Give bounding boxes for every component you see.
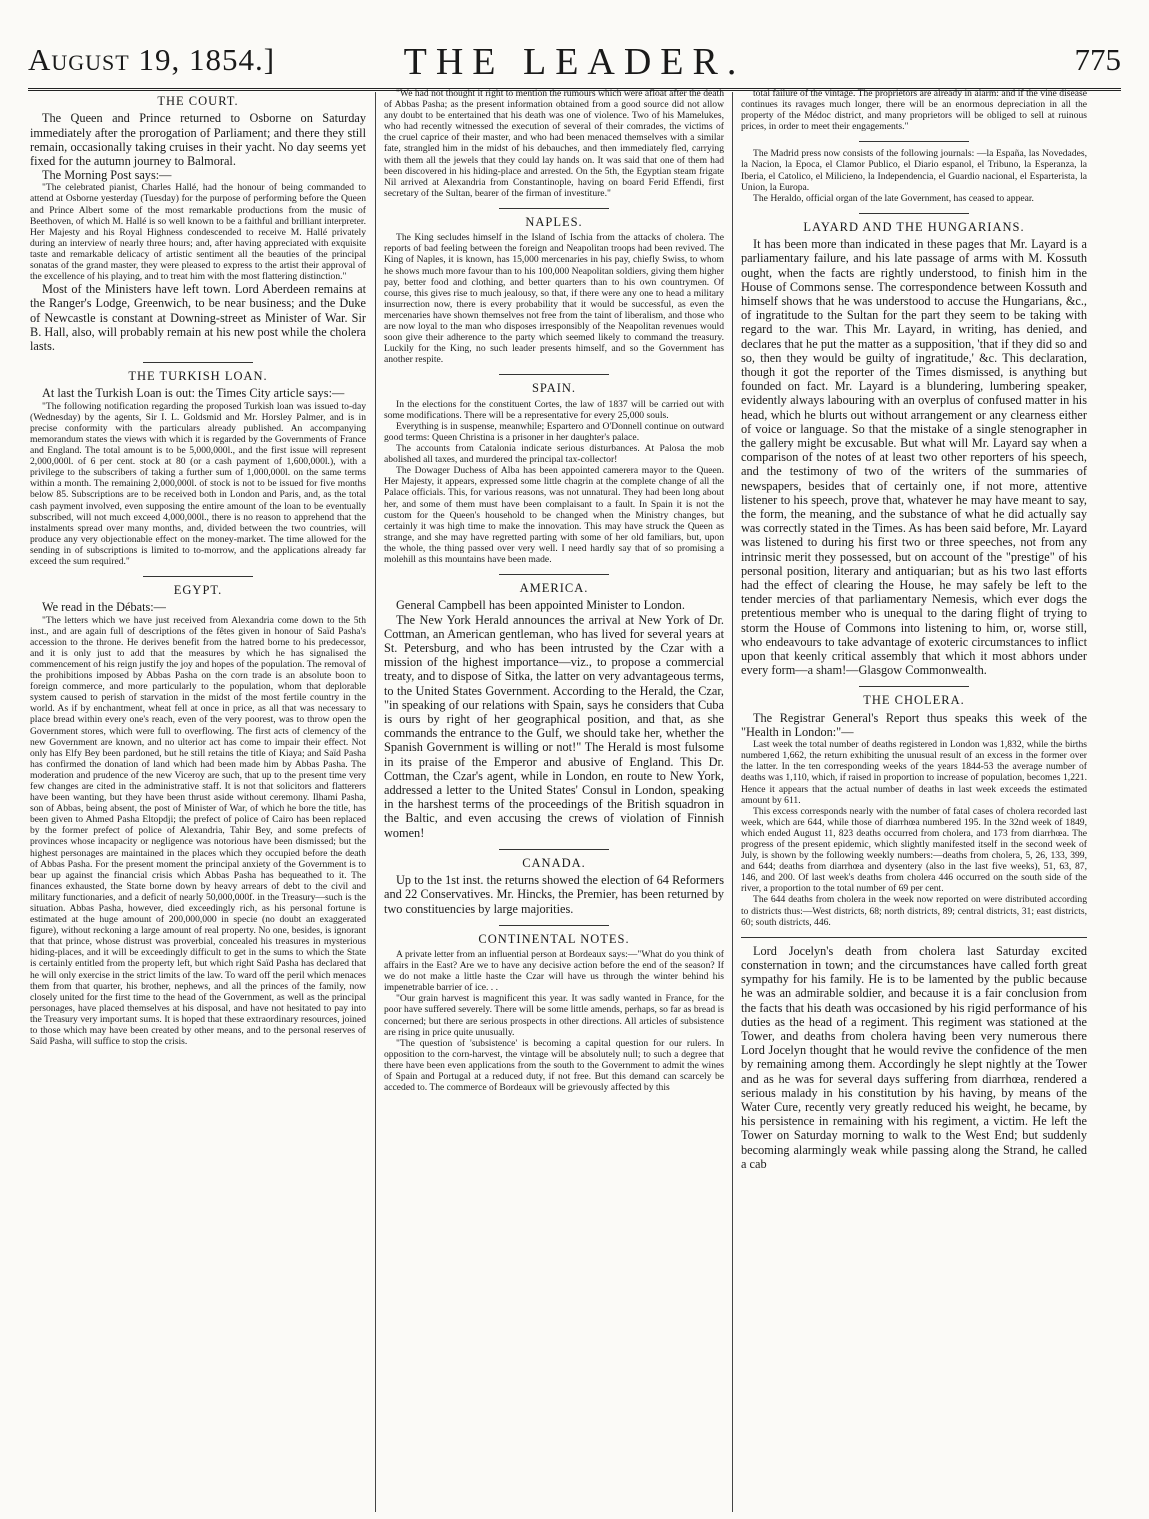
column-divider <box>732 92 733 1512</box>
column-2 <box>384 88 724 1516</box>
article-paragraph: The Morning Post says:— <box>42 168 172 183</box>
section-heading-canada: CANADA. <box>522 855 586 870</box>
quoted-paragraph: "The letters which we have just received from Alexandria come down to the 5th inst., and are again full of descriptions of the fêtes given in honour of Saïd Pasha's accession to the throne. He derives benefit from the hatred borne to his predecessor, and it is only just to add that the measures by which he has signalised the commencement of his reign justify the joy and hopes of the population. The removal of the prohibitions imposed by Abbas Pasha on the corn trade is an absolute boon to foreign commerce, and more particularly to the population, whom that deplorable system caused to perish of starvation in the midst of the most fertile country in the world. As if by enchantment, wheat fell at once in price, as all that was necessary to place bread within every one's reach, even of the very poorest, was to throw open the Government stores, which were full to overflowing. The first acts of clemency of the new Government are known, and no ulterior act has come to impair their effect. Not only has Elfy Bey been pardoned, but he still retains the title of Kiaya; and Saïd Pasha has confirmed the donation of land which had been made him by Abbas Pasha. The moderation and prudence of the new Viceroy are such, that up to the present time very few changes are cited in the administrative staff. It is not that solicitors and flatterers have been wanting, but they have been thrust aside without ceremony. Ilhami Pasha, son of Abbas, being absent, the post of Minister of War, of which he bore the title, has been given to Ahmed Pasha Eltopdji; the prefect of police of Cairo has been replaced by the former prefect of police of Alexandria, Tahir Bey, and some prefects of provinces whose incapacity or negligence was notorious have been dismissed; but the highest personages are maintained in the places which they occupied before the death of Abbas Pasha. For the present moment the principal anxiety of the Government is to bear up against the financial crisis which Abbas Pasha has bequeathed to it. The finances exhausted, the State borne down by heavy arrears of debt to the civil and military functionaries, and a deficit of nearly 50,000,000f. in the Treasury—such is the situation. Abbas Pasha, however, died exceedingly rich, as his personal fortune is estimated at the huge amount of 200,000,000 in specie (no doubt an exaggerated figure), without reckoning a large amount of real property. No one, besides, is ignorant that that prince, whose distrust was proverbial, concealed his treasures in mysterious hiding-places, and it will be exceedingly difficult to get in the sums to which the State is certainly entitled from the property left, but which right Saïd Pasha has declared that he will only exercise in the strict limits of the law. To ward off the peril which menaces them from that quarter, his brother, nephews, and all the princes of the family, now closely united for the first time to the head of the Government, as well as the principal personages, have placed themselves at his disposal, and have not hesitated to pay into the Treasury very important sums. It is hoped that these extraordinary resources, joined to those which may have been created by other means, and to the personal reserves of Saïd Pasha, will suffice to stop the crisis. <box>30 614 366 1048</box>
article-paragraph: Lord Jocelyn's death from cholera last Saturday excited consternation in town; and the circumstances have called forth great sympathy for his family. He is to be lamented by the public because he was an admirable soldier, and because it is a fair conclusion from the facts that his death was occasioned by his rigid performance of his duties as the head of a regiment. This regiment was stationed at the Tower, and deaths from cholera having been very numerous there Lord Jocelyn thought that he would revive the confidence of the men by remaining among them. Accordingly he slept nightly at the Tower and as he was for several days suffering from diarrhœa, rendered a serious malady in his constitution by his having, by means of the Water Cure, recently very greatly reduced his weight, he became, by his persistence in remaining with his regiment, a victim. He left the Tower on Saturday morning to walk to the West End; but suddenly becoming alarmingly weak while passing along the Strand, he called a cab <box>741 943 1087 1171</box>
article-paragraph: Most of the Ministers have left town. Lord Aberdeen remains at the Ranger's Lodge, Greenwich, to be near business; and the Duke of Newcastle is constant at Downing-street as Minister of War. Sir B. Hall, also, will probably remain at his new post while the cholera lasts. <box>30 282 366 353</box>
section-heading-continental-notes: CONTINENTAL NOTES. <box>478 931 630 946</box>
column-divider <box>375 92 376 1512</box>
article-paragraph: The King secludes himself in the Island of Ischia from the attacks of cholera. The reports of bad feeling between the foreign and Neapolitan troops had been revived. The King of Naples, it is known, has 15,000 mercenaries in his pay, chiefly Swiss, to whom he shows much more favour than to his 100,000 Neapolitan soldiers, giving them higher pay, better food and clothing, and better quarters than to his own countrymen. Of course, this gives rise to much jealousy, so that, if there were any one to head a military insurrection now, there is every probability that it would be successful, as even the mercenaries have shown themselves not free from the taint of liberalism, and those who are now loyal to the man who disposes irresponsibly of the Neapolitan revenues would soon give their adherence to the party which seemed likely to command the treasury. Luckily for the King, no such leader presents himself, and so the Government has another respite. <box>384 232 724 366</box>
section-heading-cholera: THE CHOLERA. <box>863 693 965 708</box>
article-paragraph: A private letter from an influential person at Bordeaux says:—"What do you think of affairs in the East? Are we to have any decisive action before the end of the season? If we do not make a little haste the Czar will have us through the winter behind his impenetrable barrier of ice. . . <box>384 949 724 994</box>
article-paragraph: It has been more than indicated in these pages that Mr. Layard is a parliamentary failure, and his late passage of arms with M. Kossuth ought, when the facts are rightly understood, to finish him in the House of Commons sense. The correspondence between Kossuth and himself shows that he was understood to accuse the Hungarians, &c., of ingratitude to the Sultan for the part they seem to be taking with regard to the war. This Mr. Layard, in writing, has denied, and declares that he put the matter as a supposition, 'that if they did so and so, then they would be guilty of ingratitude,' &c. This declaration, though it got the reporter of the Times dismissed, is anything but founded on fact. Mr. Layard is a blundering, lumbering speaker, evidently always labouring with an overplus of confused matter in his head, which he blurts out without arrangement or any clearness either of voice or language. So that the mistake of a single stenographer in the gallery might be excusable. But what will Mr. Layard say when a comparison of the notes of at least two other reporters of his speech, and the testimony of two of the writers of the summaries of newspapers, besides that of certainly one, if not more, attentive listener to his speech, prove that, whatever he may have meant to say, the form, the meaning, and the substance of what he did actually say was correctly stated in the Times. As has been said before, Mr. Layard was listened to during his first two or three speeches, not from any intrinsic merit they possessed, but on account of the "prestige" of his personal position, literary and antiquarian; but as his two last efforts had the effect of clearing the House, he may safely be left to the tender mercies of that parliamentary Nemesis, which ever dogs the pretentious member who is unequal to the daring flight of trying to storm the House of Commons into listening to him, or, worse still, who endeavours to take advantage of exoteric circumstances to inflict upon that keenly critical assembly that which it most abhors under every form—a sham!—Glasgow Commonwealth. <box>741 237 1087 678</box>
article-paragraph: At last the Turkish Loan is out: the Times City article says:— <box>42 386 345 401</box>
article-paragraph: General Campbell has been appointed Minister to London. <box>396 598 685 613</box>
column-3 <box>741 88 1087 1516</box>
section-rule <box>499 574 609 575</box>
section-heading-america: AMERICA. <box>519 581 589 596</box>
quoted-paragraph: This excess corresponds nearly with the number of fatal cases of cholera recorded last week, which are 644, while those of diarrhœa numbered 195. In the 32nd week of 1849, which ended August 11, 823 deaths occurred from cholera, and 173 from diarrhœa. The progress of the present epidemic, which slightly manifested itself in the second week of July, is shown by the following weekly numbers:—deaths from cholera, 5, 26, 133, 399, and 644; deaths from diarrhœa and dysentery (also in the last five weeks), 51, 63, 87, 146, and 200. Of last week's deaths from cholera 446 occurred on the south side of the river, a proportion to the total number of 69 per cent. <box>741 805 1087 895</box>
article-paragraph: The accounts from Catalonia indicate serious disturbances. At Palosa the mob abolished all taxes, and murdered the principal tax-collector! <box>384 443 724 466</box>
section-rule <box>143 576 253 577</box>
section-rule <box>143 362 253 363</box>
quoted-paragraph: Last week the total number of deaths registered in London was 1,832, while the births numbered 1,662, the return exhibiting the unusual result of an excess in the former over the latter. In the ten corresponding weeks of the years 1844-53 the average number of deaths was 1,110, which, if raised in proportion to increase of population, becomes 1,221. Hence it appears that the actual number of deaths in last week exceeds the estimated amount by 611. <box>741 739 1087 806</box>
section-heading-naples: NAPLES. <box>525 214 583 229</box>
newspaper-title: THE LEADER. <box>403 41 746 83</box>
quoted-paragraph: "The celebrated pianist, Charles Hallé, had the honour of being commanded to attend at Osborne yesterday (Tuesday) for the purpose of performing before the Queen and Prince Albert some of the most remarkable productions from the music of Beethoven, of which M. Hallé is so well known to be a faithful and brilliant interpreter. Her Majesty and his Royal Highness condescended to receive M. Hallé privately during an interview of nearly three hours; and, after having appreciated with exquisite taste and remarkable delicacy of artistic sentiment all the beauties of the principal sonatas of the grand master, they were pleased to express to the artist their approval of the excellence of his playing, and to treat him with the most flattering distinction." <box>30 182 366 283</box>
section-rule <box>499 374 609 375</box>
section-rule <box>499 208 609 209</box>
section-heading-layard: LAYARD AND THE HUNGARIANS. <box>803 219 1025 234</box>
section-rule <box>499 849 609 850</box>
article-paragraph: "Our grain harvest is magnificent this year. It was sadly wanted in France, for the poor have suffered severely. There will be some little amends, perhaps, so far as bread is concerned; but there are serious prospects in other directions. All articles of subsistence are rising in price quite unusually. <box>384 993 724 1038</box>
article-paragraph: We read in the Débats:— <box>42 600 166 615</box>
section-rule <box>499 925 609 926</box>
article-paragraph: "The question of 'subsistence' is becoming a capital question for our rulers. In opposition to the corn-harvest, the vintage will be absolutely null; to such a degree that there have been even applications from the south to the Government to admit the wines of Spain and Portugal at a reduced duty, if not free. But this demand can scarcely be acceded to. The commerce of Bordeaux will be grievously affected by this <box>384 1037 724 1094</box>
article-paragraph: The Heraldo, official organ of the late Government, has ceased to appear. <box>753 192 1034 204</box>
section-rule <box>859 213 969 214</box>
article-paragraph: The New York Herald announces the arrival at New York of Dr. Cottman, an American gentleman, who has lived for several years at St. Petersburg, and who has been intrusted by the Czar with a mission of the highest importance—viz., to propose a commercial treaty, and to dispose of Sitka, the latter on very advantageous terms, to the United States Government. According to the Herald, the Czar, "in speaking of our relations with Spain, says he considers that Cuba is ours by right of her geographical position, and that, as she commands the entrance to the Gulf, we should take her, whether the Spanish Government is willing or not!" The Herald is most fulsome in its praise of the Emperor and abusive of England. This Dr. Cottman, the Czar's agent, while in London, en route to New York, addressed a letter to the United States' Consul in London, speaking in the harshest terms of the proceedings of the British squadron in the Baltic, and even accusing the crews of violation of Finnish women! <box>384 612 724 840</box>
article-paragraph: The Registrar General's Report thus speaks this week of the "Health in London:"— <box>741 710 1087 739</box>
section-rule <box>859 141 969 142</box>
section-heading-court: THE COURT. <box>157 94 239 108</box>
column-1 <box>30 88 366 1516</box>
article-paragraph: Everything is in suspense, meanwhile; Espartero and O'Donnell continue on outward good terms: Queen Christina is a prisoner in her daughter's palace. <box>384 420 724 443</box>
quoted-paragraph: The 644 deaths from cholera in the week now reported on were distributed according to districts thus:—West districts, 68; north districts, 89; central districts, 31; east districts, 60; south districts, 446. <box>741 894 1087 928</box>
page-number: 775 <box>1074 42 1121 77</box>
section-heading-turkish-loan: THE TURKISH LOAN. <box>128 369 268 384</box>
section-rule <box>859 686 969 687</box>
issue-date: August 19, 1854.] <box>28 42 276 77</box>
article-paragraph: In the elections for the constituent Cortes, the law of 1837 will be carried out with some modifications. There will be a representative for every 25,000 souls. <box>384 398 724 421</box>
article-paragraph: total failure of the vintage. The proprietors are already in alarm: and if the vine disease continues its ravages much longer, there will be an enormous depreciation in all the property of the Médoc district, and many proprietors will be obliged to sell at ruinous prices, in order to meet their engagements." <box>741 88 1087 133</box>
article-paragraph: Up to the 1st inst. the returns showed the election of 64 Reformers and 22 Conservatives. Mr. Hincks, the Premier, has been returned by two constituencies by large majorities. <box>384 873 724 916</box>
article-paragraph: The Madrid press now consists of the following journals: —la España, las Novedades, la Nacion, la Epoca, el Clamor Publico, el Diario espanol, el Tribuno, la Esperanza, la Iberia, el Catolico, el Milicieno, la Independencia, el Guardio nacional, el Esparterista, la Union, la Europa. <box>741 148 1087 193</box>
article-paragraph: The Queen and Prince returned to Osborne on Saturday immediately after the prorogation of Parliament; and there they still remain, occasionally taking cruises in their yacht. No day seems yet fixed for the autumn journey to Balmoral. <box>30 111 366 168</box>
section-heading-spain: SPAIN. <box>531 381 577 396</box>
quoted-paragraph: "We had not thought it right to mention the rumours which were afloat after the death of Abbas Pasha; as the present information obtained from a good source did not allow any doubt to be entertained that his death was one of violence. Two of his Mamelukes, who had recently witnessed the execution of several of their comrades, the victims of the cruel caprice of their master, and who had been menaced themselves with a similar fate, strangled him in the midst of his debauches, and then immediately fled, carrying with them all the jewels that they could lay hands on. It was said that one of them had been discovered in his hiding-place and arrested. On the 5th, the Egyptian steam frigate Nil arrived at Alexandria from Constantinople, having on board Ferid Effendi, first secretary of the Sultan, bearer of the firman of investiture." <box>384 88 724 199</box>
masthead <box>28 38 1121 91</box>
section-heading-egypt: EGYPT. <box>173 583 223 598</box>
section-rule <box>741 937 1087 938</box>
article-paragraph: The Dowager Duchess of Alba has been appointed camerera mayor to the Queen. Her Majesty, it appears, expressed some little chagrin at the complete change of all the Palace officials. This, for various reasons, was not unnatural. They had been long about her, and some of them must have been complaisant to a fault. In Spain it is not the custom for the Queen's household to be changed when the Ministry changes, but certainly it was high time to make the innovation. This may have struck the Queen as strange, and she may have regretted parting with some of her old familiars, but, upon the whole, the thing passed over very well. I need hardly say that of so promising a molehill as this mountains have been made. <box>384 465 724 565</box>
quoted-paragraph: "The following notification regarding the proposed Turkish loan was issued to-day (Wednesday) by the agents, Sir I. L. Goldsmid and Mr. Horsley Palmer, and is in precise conformity with the particulars already published. An accompanying memorandum states the views with which it is regarded by the Governments of France and England. The total amount is to be 5,000,000l., and the first issue will represent 2,000,000l. of 6 per cent. stock at 80 (or a cash payment of 1,600,000l.), with a privilege to the subscribers of taking a further sum of 1,000,000l. on the same terms within a month. The remaining 2,000,000l. of stock is not to be issued for five months below 85. Subscriptions are to be received both in London and Paris, and, as the total cash payment involved, even supposing the entire amount of the loan to be eventually subscribed, will not much exceed 4,000,000l., there is no reason to apprehend that the instalments spread over many months, and, divided between the two countries, will produce any very objectionable effect on the money-market. The time allowed for the sending in of subscriptions is limited to to-morrow, and the applications already far exceed the sum required." <box>30 400 366 567</box>
